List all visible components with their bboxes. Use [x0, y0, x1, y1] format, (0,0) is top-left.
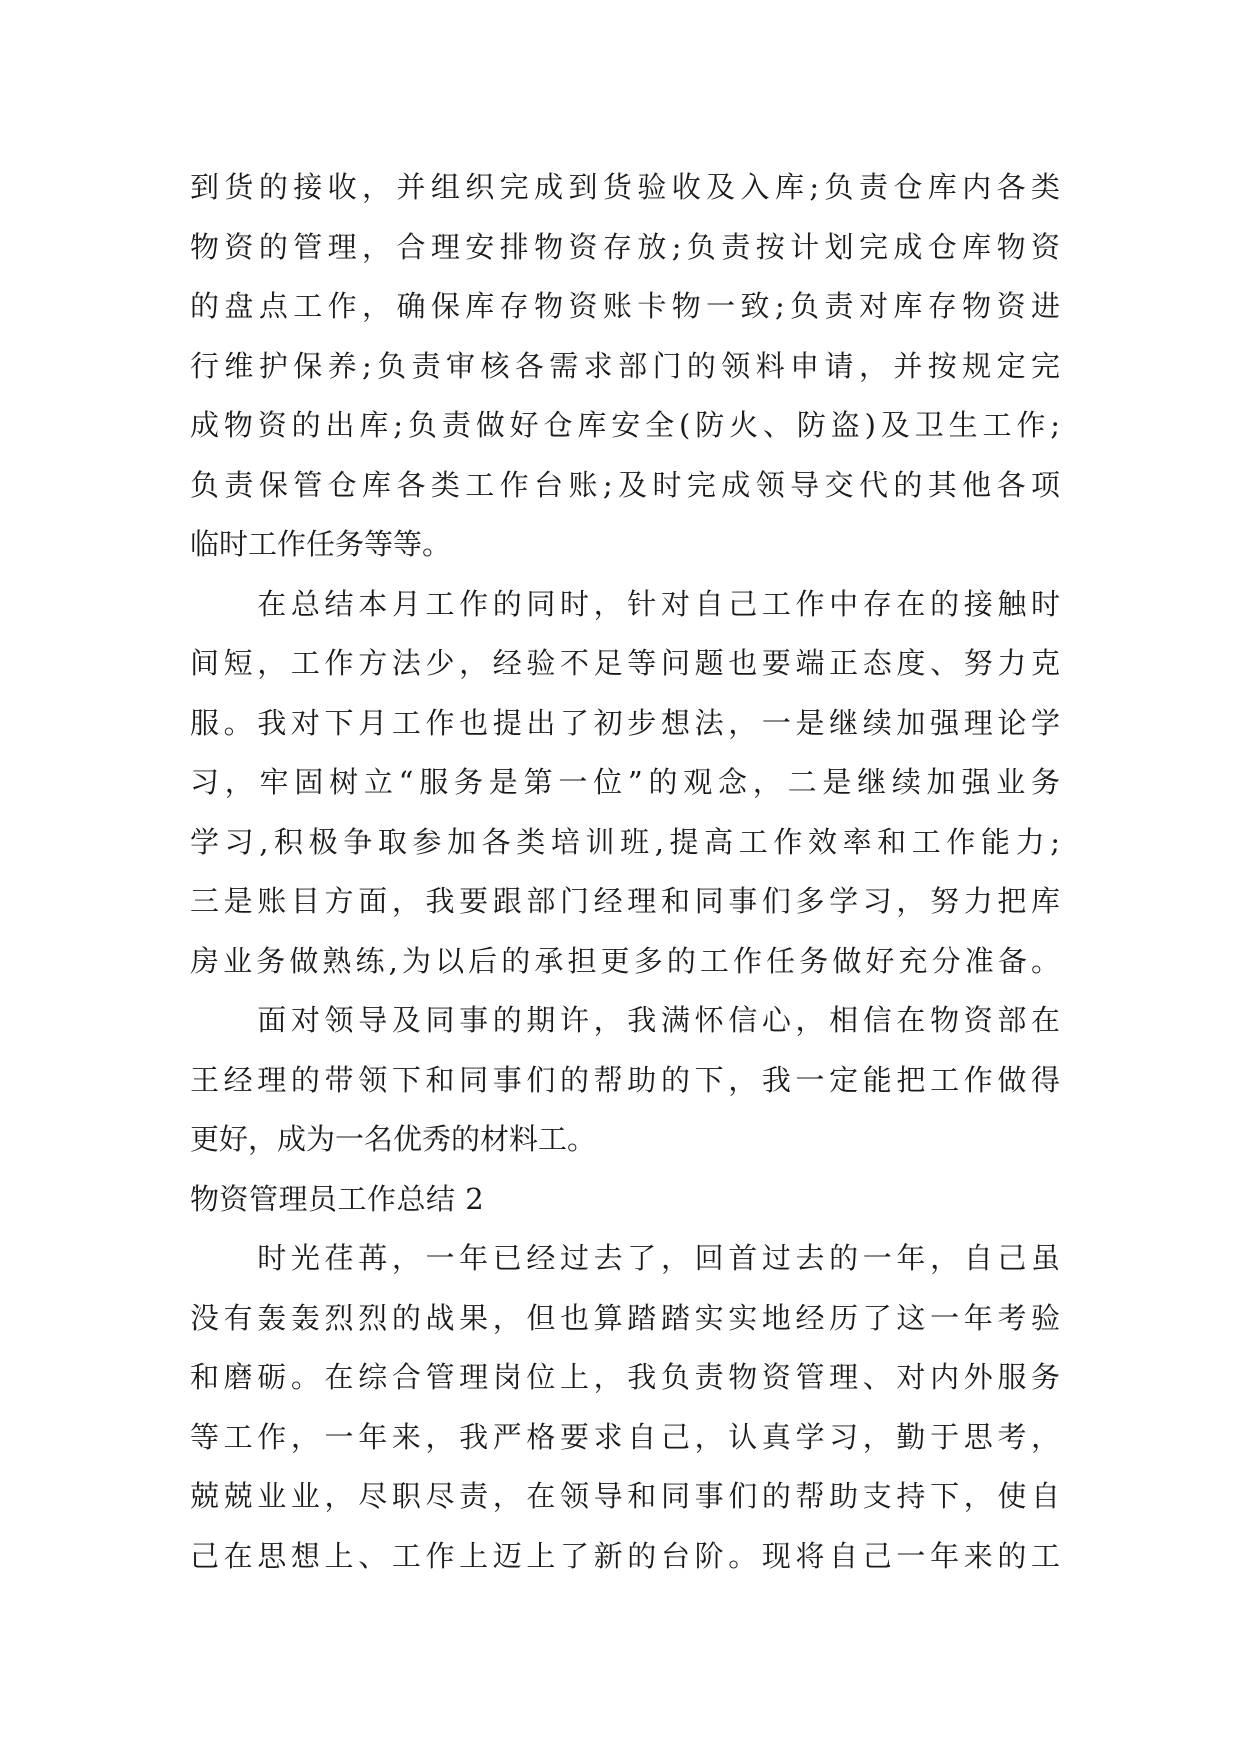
text-line: 成物资的出库;负责做好仓库安全(防火、防盗)及卫生工作;	[190, 408, 1060, 442]
text-line: 面对领导及同事的期许，我满怀信心，相信在物资部在	[190, 1003, 1060, 1037]
text-line: 时光荏苒，一年已经过去了，回首过去的一年，自己虽	[190, 1241, 1060, 1275]
text-line: 和磨砺。在综合管理岗位上，我负责物资管理、对内外服务	[190, 1360, 1060, 1394]
text-line: 王经理的带领下和同事们的帮助的下，我一定能把工作做得	[190, 1062, 1060, 1097]
text-line: 更好，成为一名优秀的材料工。	[190, 1122, 597, 1156]
text-line: 没有轰轰烈烈的战果，但也算踏踏实实地经历了这一年考验	[190, 1300, 1060, 1335]
text-line: 在总结本月工作的同时，针对自己工作中存在的接触时	[190, 586, 1060, 621]
text-line: 房业务做熟练,为以后的承担更多的工作任务做好充分准备。	[190, 943, 1060, 978]
text-line: 习，牢固树立“服务是第一位”的观念，二是继续加强业务	[190, 765, 1060, 799]
text-line: 到货的接收，并组织完成到货验收及入库;负责仓库内各类	[190, 170, 1060, 204]
paragraph-annual-review	[190, 1229, 1060, 1586]
text-line: 负责保管仓库各类工作台账;及时完成领导交代的其他各项	[190, 467, 1060, 502]
text-line: 兢兢业业，尽职尽责，在领导和同事们的帮助支持下，使自	[190, 1479, 1060, 1513]
text-line: 服。我对下月工作也提出了初步想法，一是继续加强理论学	[190, 705, 1060, 740]
text-line: 行维护保养;负责审核各需求部门的领料申请，并按规定完	[190, 348, 1060, 383]
text-line: 间短，工作方法少，经验不足等问题也要端正态度、努力克	[190, 646, 1060, 680]
section-heading: 物资管理员工作总结 2	[190, 1181, 485, 1216]
text-line: 的盘点工作，确保库存物资账卡物一致;负责对库存物资进	[190, 289, 1060, 323]
paragraph-duties	[190, 158, 1060, 575]
text-line: 物资的管理，合理安排物资存放;负责按计划完成仓库物资	[190, 229, 1060, 264]
text-line: 学习,积极争取参加各类培训班,提高工作效率和工作能力;	[190, 824, 1060, 859]
paragraph-summary	[190, 575, 1060, 992]
document-body	[190, 158, 1060, 1586]
text-line: 临时工作任务等等。	[190, 527, 452, 561]
paragraph-confidence	[190, 991, 1060, 1170]
text-line: 三是账目方面，我要跟部门经理和同事们多学习，努力把库	[190, 884, 1060, 918]
text-line: 己在思想上、工作上迈上了新的台阶。现将自己一年来的工	[190, 1538, 1060, 1573]
text-line: 等工作，一年来，我严格要求自己，认真学习，勤于思考，	[190, 1419, 1060, 1454]
